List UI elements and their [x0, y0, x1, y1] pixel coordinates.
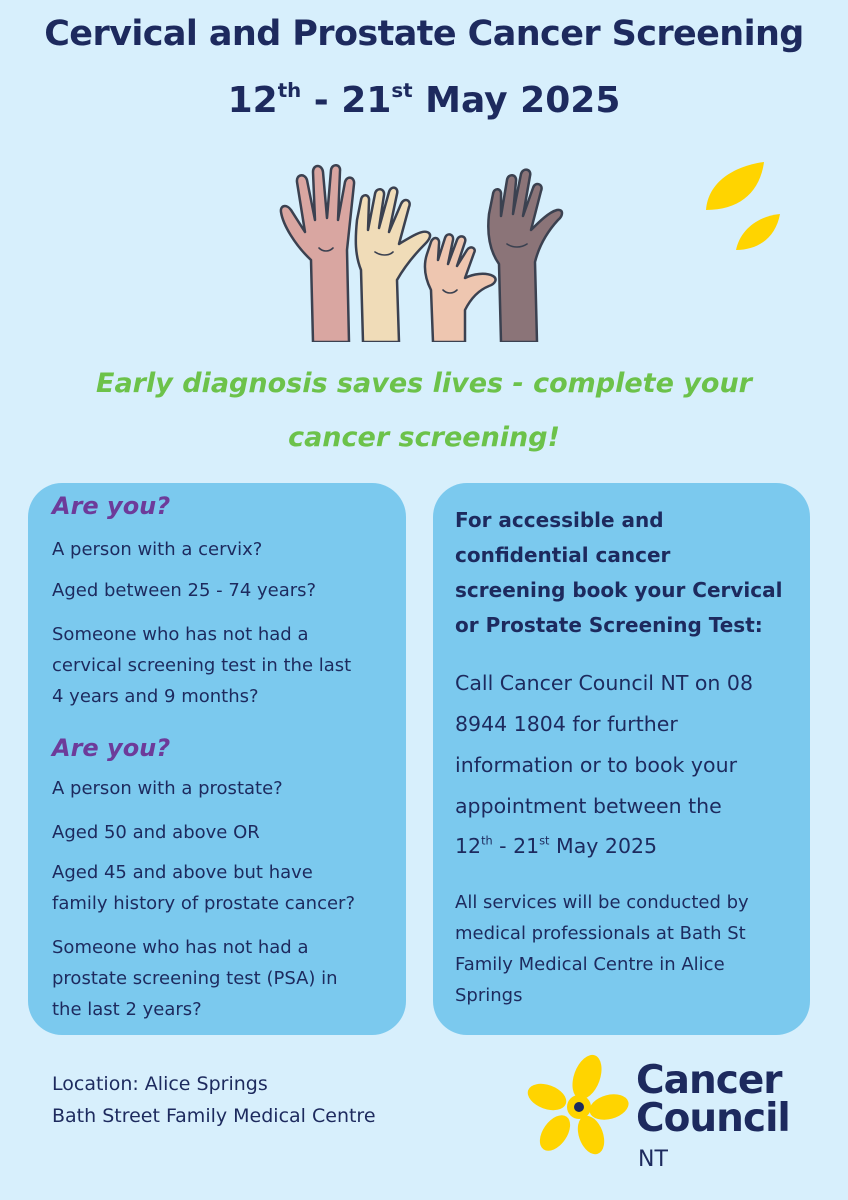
booking-footer: Springs: [455, 985, 523, 1006]
prostate-item: A person with a prostate?: [52, 778, 283, 799]
prostate-item: prostate screening test (PSA) in: [52, 968, 338, 989]
booking-footer: All services will be conducted by: [455, 892, 749, 913]
cervical-item: A person with a cervix?: [52, 539, 263, 560]
cervical-item: Someone who has not had a: [52, 624, 309, 645]
daffodil-petals-decoration: [700, 158, 784, 258]
raised-hands-illustration: [275, 160, 575, 342]
booking-heading: or Prostate Screening Test:: [455, 613, 763, 637]
date-month-year: May 2025: [412, 80, 621, 121]
booking-heading: screening book your Cervical: [455, 578, 783, 602]
cervical-item: Aged between 25 - 74 years?: [52, 580, 317, 601]
cervical-heading: Are you?: [52, 492, 171, 520]
booking-date-end-suffix: st: [539, 834, 550, 848]
booking-date-month-year: May 2025: [549, 834, 658, 858]
location-venue: Bath Street Family Medical Centre: [52, 1105, 376, 1127]
booking-body: appointment between the: [455, 794, 722, 818]
booking-date-start-day: 12: [455, 834, 482, 858]
date-start-day: 12: [227, 80, 278, 121]
logo-line-3: NT: [638, 1147, 668, 1172]
prostate-item: Someone who has not had a: [52, 937, 309, 958]
booking-date-start-suffix: th: [481, 834, 493, 848]
cervical-item: 4 years and 9 months?: [52, 686, 259, 707]
booking-body: information or to book your: [455, 753, 737, 777]
cervical-item: cervical screening test in the last: [52, 655, 352, 676]
booking-dates: [455, 826, 657, 867]
date-end-suffix: st: [391, 79, 413, 103]
prostate-item: Aged 50 and above OR: [52, 822, 260, 843]
booking-body: 8944 1804 for further: [455, 712, 678, 736]
date-dash: -: [301, 80, 342, 121]
event-dates: [0, 80, 848, 121]
prostate-item: Aged 45 and above but have: [52, 862, 313, 883]
daffodil-logo-icon: [527, 1053, 629, 1157]
tagline-line-2: cancer screening!: [288, 422, 560, 453]
booking-date-end-day: 21: [513, 834, 540, 858]
booking-footer: Family Medical Centre in Alice: [455, 954, 725, 975]
date-end-day: 21: [341, 80, 392, 121]
booking-heading: confidential cancer: [455, 543, 671, 567]
date-start-suffix: th: [277, 79, 302, 103]
booking-body: Call Cancer Council NT on 08: [455, 671, 754, 695]
page-title: Cervical and Prostate Cancer Screening: [44, 14, 804, 54]
prostate-heading: Are you?: [52, 734, 171, 762]
booking-panel: [433, 483, 810, 1035]
prostate-item: the last 2 years?: [52, 999, 202, 1020]
tagline-line-1: Early diagnosis saves lives - complete your: [96, 368, 752, 399]
logo-line-1: Cancer: [636, 1058, 782, 1103]
booking-date-dash: -: [492, 834, 514, 858]
location-city: Location: Alice Springs: [52, 1073, 268, 1095]
booking-footer: medical professionals at Bath St: [455, 923, 746, 944]
prostate-item: family history of prostate cancer?: [52, 893, 356, 914]
cancer-council-logo-text: [636, 1058, 790, 1141]
eligibility-panel: [28, 483, 406, 1035]
booking-heading: For accessible and: [455, 508, 664, 532]
logo-line-2: Council: [636, 1096, 790, 1141]
